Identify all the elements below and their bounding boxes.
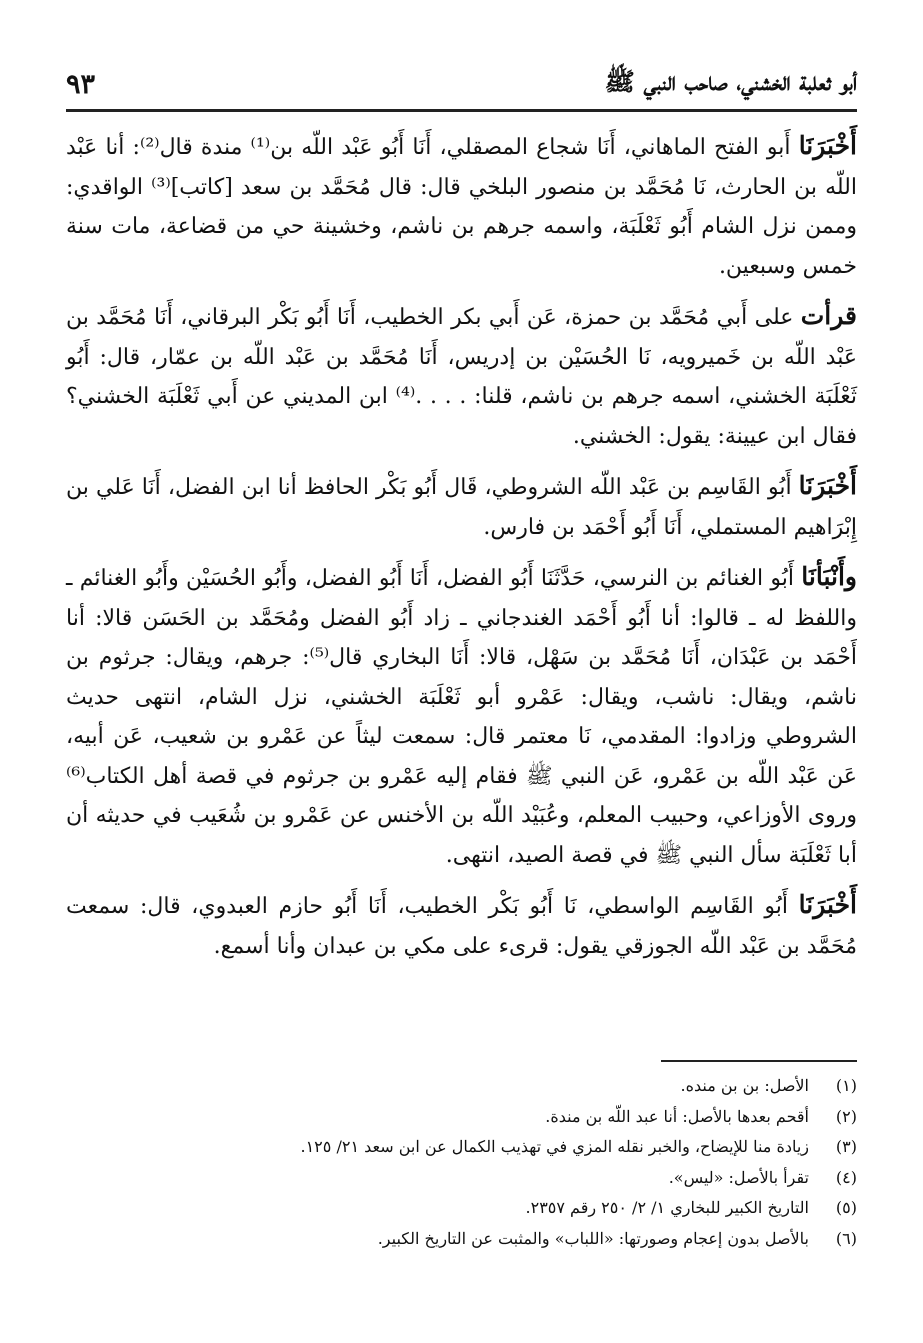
paragraph-text: على أَبي مُحَمَّد بن حمزة، عَن أَبي بكر الخطيب، أَنَا أَبُو بَكْر البرقاني، أَنَا مُحَمَّد بن عَبْد اللّه بن خَميرويه، نَا الحُسَيْن بن إدريس، أَنَا مُحَمَّد بن عَبْد اللّه بن عمّار، قال: أَبُو ثَعْلَبَة الخشني، اسمه جرهم بن ناشم، قلنا: . . . .⁽⁴⁾ ابن المديني عن أَبي ثَعْلَبَة الخشني؟ فقال ابن عيينة: يقول: الخشني. — [66, 305, 857, 449]
running-header — [66, 62, 857, 106]
paragraph-lead: وأَنْبَأنَا — [801, 562, 857, 591]
paragraph-lead: قرأت — [800, 301, 857, 330]
footnotes — [66, 1071, 857, 1255]
footnote-3 — [66, 1132, 857, 1163]
footnote-6 — [66, 1224, 857, 1255]
paragraph-1 — [66, 126, 857, 286]
footnote-number: (١) — [835, 1076, 857, 1095]
footnote-1 — [66, 1071, 857, 1102]
paragraph-lead: أَخْبَرَنَا — [798, 890, 857, 919]
footnote-text: أقحم بعدها بالأصل: أنا عبد اللّه بن مندة. — [545, 1106, 809, 1126]
footnote-text: تقرأ بالأصل: «ليس». — [668, 1167, 809, 1187]
paragraph-lead: أَخْبَرَنَا — [798, 131, 858, 160]
footnote-rule — [661, 1060, 857, 1062]
paragraph-lead: أَخْبَرَنَا — [798, 471, 857, 500]
footnote-5 — [66, 1193, 857, 1224]
header-rule — [66, 109, 857, 112]
footnote-number: (٦) — [835, 1228, 857, 1248]
page-number: ٩٣ — [66, 68, 96, 100]
paragraph-3 — [66, 466, 857, 547]
footnote-text: زيادة منا للإيضاح، والخبر نقله المزي في تهذيب الكمال عن ابن سعد ٢١/ ١٢٥. — [300, 1137, 809, 1157]
paragraph-4 — [66, 557, 857, 875]
main-text — [66, 126, 857, 976]
paragraph-text: أَبُو الغنائم بن النرسي، حَدَّثَنَا أَبُو الفضل، أَنَا أَبُو الفضل، وأَبُو الحُسَيْن وأَبُو الغنائم ـ واللفظ له ـ قالوا: أنا أَبُو أَحْمَد الغندجاني ـ زاد أَبُو الفضل ومُحَمَّد بن الحَسَن قالا: أنا أَحْمَد بن عَبْدَان، أَنَا مُحَمَّد بن سَهْل، قالا: أَنَا البخاري قال⁽⁵⁾: جرهم، ويقال: جرثوم بن ناشم، ويقال: ناشب، ويقال: عَمْرو أبو ثَعْلَبَة الخشني، نزل الشام، انتهى حديث الشروطي وزادوا: المقدمي، نَا معتمر قال: سمعت ليثاً عن عَمْرو بن شعيب، عَن أبيه، عَن عَبْد اللّه بن عَمْرو، عَن النبي ﷺ فقام إليه عَمْرو بن جرثوم في قصة أهل الكتاب⁽⁶⁾ وروى الأوزاعي، وحبيب المعلم، وعُبَيْد اللّه بن الأخنس عن عَمْرو بن شُعَيب في حديثه أن أبا ثَعْلَبَة سأل النبي ﷺ في قصة الصيد، انتهى. — [66, 566, 857, 868]
footnote-number: (٢) — [835, 1106, 857, 1126]
header-title: أبو ثعلبة الخشني، صاحب النبي ﷺ — [604, 66, 857, 96]
footnote-number: (٤) — [835, 1167, 857, 1187]
footnote-number: (٣) — [835, 1137, 857, 1157]
paragraph-text: أَبُو القَاسِم الواسطي، نَا أَبُو بَكْر الخطيب، أَنَا أَبُو حازم العبدوي، قال: سمعت مُحَمَّد بن عَبْد اللّه الجوزقي يقول: قرىء على مكي بن عبدان وأنا أسمع. — [66, 894, 857, 959]
footnote-text: الأصل: بن بن منده. — [680, 1076, 809, 1095]
paragraph-text: أَبو الفتح الماهاني، أَنَا شجاع المصقلي، أَنَا أَبُو عَبْد اللّه بن⁽¹⁾ مندة قال⁽²⁾: أنا عَبْد اللّه بن الحارث، نَا مُحَمَّد بن منصور البلخي قال: قال مُحَمَّد بن سعد [كاتب]⁽³⁾ الواقدي: وممن نزل الشام أَبُو ثَعْلَبَة، واسمه جرهم بن ناشم، وخشينة حي من قضاعة، مات سنة خمس وسبعين. — [66, 135, 857, 279]
footnote-text: بالأصل بدون إعجام وصورتها: «اللباب» والمثبت عن التاريخ الكبير. — [377, 1228, 809, 1248]
footnote-number: (٥) — [835, 1198, 857, 1218]
footnote-2 — [66, 1102, 857, 1133]
paragraph-5 — [66, 885, 857, 966]
footnote-4 — [66, 1163, 857, 1194]
footnote-text: التاريخ الكبير للبخاري ١/ ٢/ ٢٥٠ رقم ٢٣٥٧. — [525, 1198, 809, 1218]
paragraph-text: أَبُو القَاسِم بن عَبْد اللّه الشروطي، قَال أَبُو بَكْر الحافظ أنا ابن الفضل، أَنَا عَلي بن إِبْرَاهيم المستملي، أَنَا أَبُو أَحْمَد بن فارس. — [66, 475, 857, 540]
paragraph-2 — [66, 296, 857, 456]
